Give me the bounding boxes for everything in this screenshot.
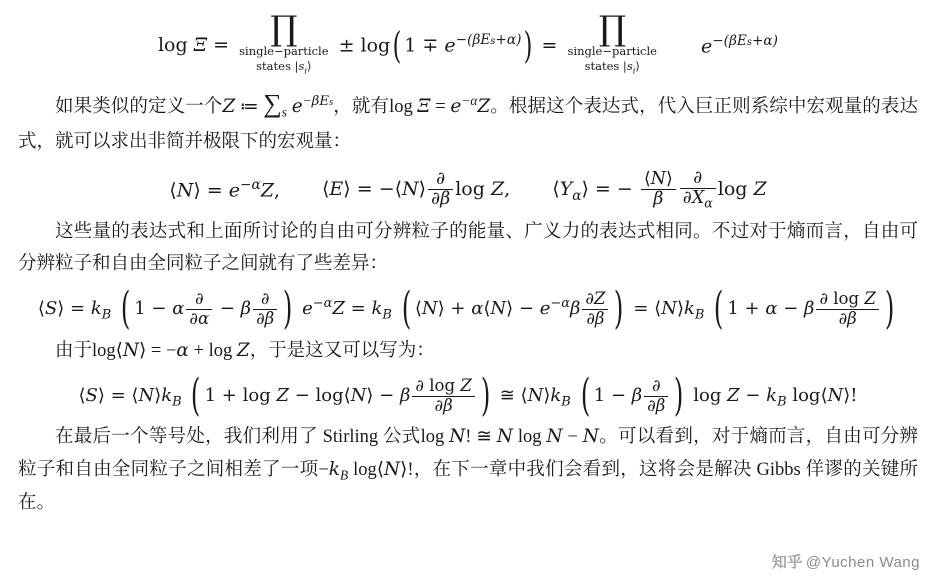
watermark	[772, 551, 920, 572]
paragraph-1: 如果类似的定义一个Z ≔ $\sum_s$ $e^{-\beta Es}$，就有$\log \Xi = e^{-\alpha}Z$。根据这个表达式，代入巨正则系综中宏观量的表达式，就可以求出非简并极限下的宏观量：	[18, 89, 918, 152]
equation-entropy-2	[18, 370, 918, 422]
product-under-line1: single−particle	[567, 43, 657, 58]
product-under-line1: single−particle	[239, 43, 329, 58]
product-symbol: ∏	[598, 9, 626, 49]
product-under-line2: states $|s_i⟩$	[584, 59, 640, 76]
zhihu-logo: 知乎	[771, 554, 803, 571]
eq4-body: ⟨S⟩ = $⟨N⟩k_B$ ( 1 + log Z − log⟨N⟩ − β $\frac{\text{∂ log Z}}{\partial\beta}$ ) ≅ $⟨N⟩k_B$ ( 1 − β $\frac{\partial}{\partial\beta}$ ) $\log Z - k_B$ log⟨N⟩!	[78, 370, 858, 422]
paragraph-3: 由于log⟨N⟩ = −α + log Z，于是这又可以写为：	[55, 339, 435, 361]
eq2-avg-N: ⟨N⟩ = $e^{-\alpha}Z$,	[169, 176, 280, 202]
eq3-body: ⟨S⟩ = $k_B$ ( 1 − α $\frac{\partial}{\partial\alpha}$ − β $\frac{\partial}{\partial\beta}$ ) $e^{-\alpha}Z = k_B$ ( ⟨N⟩ + α⟨N⟩ − $e^{-\alpha}\beta$ $\frac{\partial Z}{\partial\beta}$ ) = $⟨N⟩k_B$ ( 1 + α − β $\frac{\text{∂ log Z}}{\partial\beta}$ )	[37, 283, 895, 335]
eq1-lhs: log Ξ =	[157, 34, 230, 57]
equation-macroscopic-quantities	[18, 169, 918, 211]
product-operator-2	[567, 9, 657, 76]
eq2-avg-Y: $⟨Y_\alpha⟩$ = − $\frac{⟨N⟩}{\beta}$ $\frac{\partial}{\partial X_\alpha}$ log Z	[552, 167, 767, 211]
product-operator-1	[239, 9, 329, 76]
equation-entropy-1	[18, 283, 918, 335]
paragraph-4: 在最后一个等号处，我们利用了 Stirling 公式log N! ≅ N log N − N。可以看到，对于熵而言，自由可分辨粒子和自由全同粒子之间相差了一项$-k_B$ log⟨N⟩!，在下一章中我们会看到，这将会是解决 Gibbs 佯谬的关键所在。	[18, 426, 919, 513]
product-symbol: ∏	[270, 9, 298, 49]
eq2-avg-E: ⟨E⟩ = −⟨N⟩ $\frac{\partial}{\partial\beta}$ log Z,	[321, 168, 511, 210]
paragraph-2: 这些量的表达式和上面所讨论的自由可分辨粒子的能量、广义力的表达式相同。不过对于熵而言，自由可分辨粒子和自由全同粒子之间就有了些差异：	[18, 221, 918, 274]
eq1-rhs: $e^{-(\beta Es+\alpha)}$	[700, 33, 778, 58]
equation-log-xi	[18, 9, 918, 76]
eq1-middle: ± log( $1 \mp e^{-(\beta Es+\alpha)}$) =	[338, 25, 558, 68]
product-under-line2: states $|s_i⟩$	[256, 59, 312, 76]
watermark-text: @Yuchen Wang	[805, 554, 920, 571]
